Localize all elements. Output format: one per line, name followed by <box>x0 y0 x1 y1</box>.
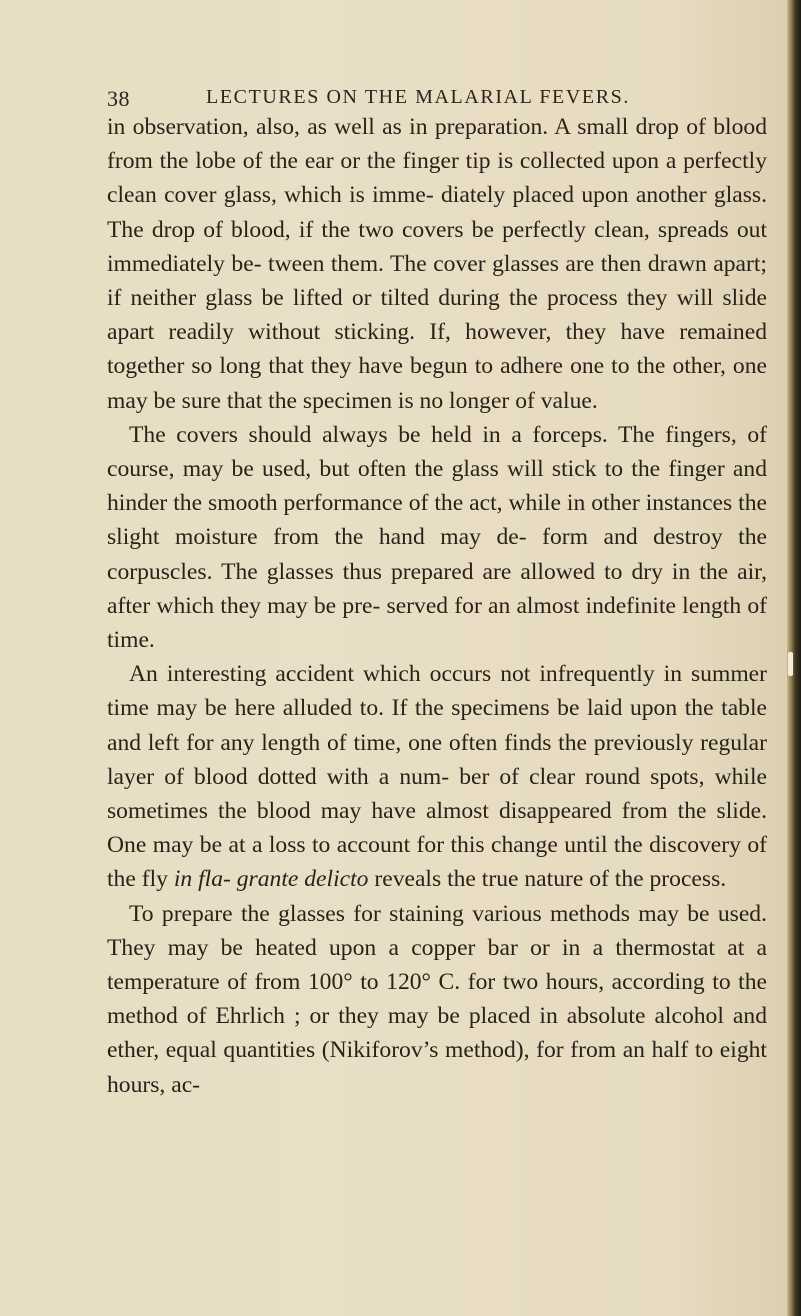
paragraph-3-italic-phrase: in fla- grante delicto <box>173 866 369 893</box>
body-text <box>107 110 767 1102</box>
edge-tab-mark <box>788 652 793 676</box>
paragraph-4: To prepare the glasses for staining various methods may be used. They may be heated upon a copper bar or in a thermostat at a temperature of from 100° to 120° C. for two hours, according to the method of Ehrlich ; or they may be placed in absolute alcohol and ether, equal quantities (Nikiforov’s method), for from an half to eight hours, ac- <box>107 900 767 1098</box>
paragraph-3 <box>107 657 767 896</box>
page-number: 38 <box>107 86 130 111</box>
paragraph-2: The covers should always be held in a forceps. The fingers, of course, may be used, but often the glass will stick to the finger and hinder the smooth performance of the act, while in other instances the slight moisture from the hand may de- form and destroy the corpuscles. The glasses thus prepared are allowed to dry in the air, after which they may be pre- served for an almost indefinite length of time. <box>107 421 767 654</box>
paragraph-3-text-end: reveals the true nature of the process. <box>368 866 727 893</box>
paragraph-3-text-start: An interesting accident which occurs not infrequently in summer time may be here alluded to. If the specimens be laid upon the table and left for any length of time, one often finds the previously regular layer of blood dotted with a num- ber of clear round spots, while sometimes the blood may have almost disappeared from the slide. One may be at a loss to account for this change until the discovery of the fly <box>107 661 767 893</box>
running-head: LECTURES ON THE MALARIAL FEVERS. <box>206 86 630 108</box>
paragraph-1: in observation, also, as well as in preparation. A small drop of blood from the lobe of the ear or the finger tip is collected upon a perfectly clean cover glass, which is imme- diately placed upon another glass. The drop of blood, if the two covers be perfectly clean, spreads out immediately be- tween them. The cover glasses are then drawn apart; if neither glass be lifted or tilted during the process they will slide apart readily without sticking. If, however, they have remained together so long that they have begun to adhere one to the other, one may be sure that the specimen is no longer of value. <box>107 114 767 414</box>
